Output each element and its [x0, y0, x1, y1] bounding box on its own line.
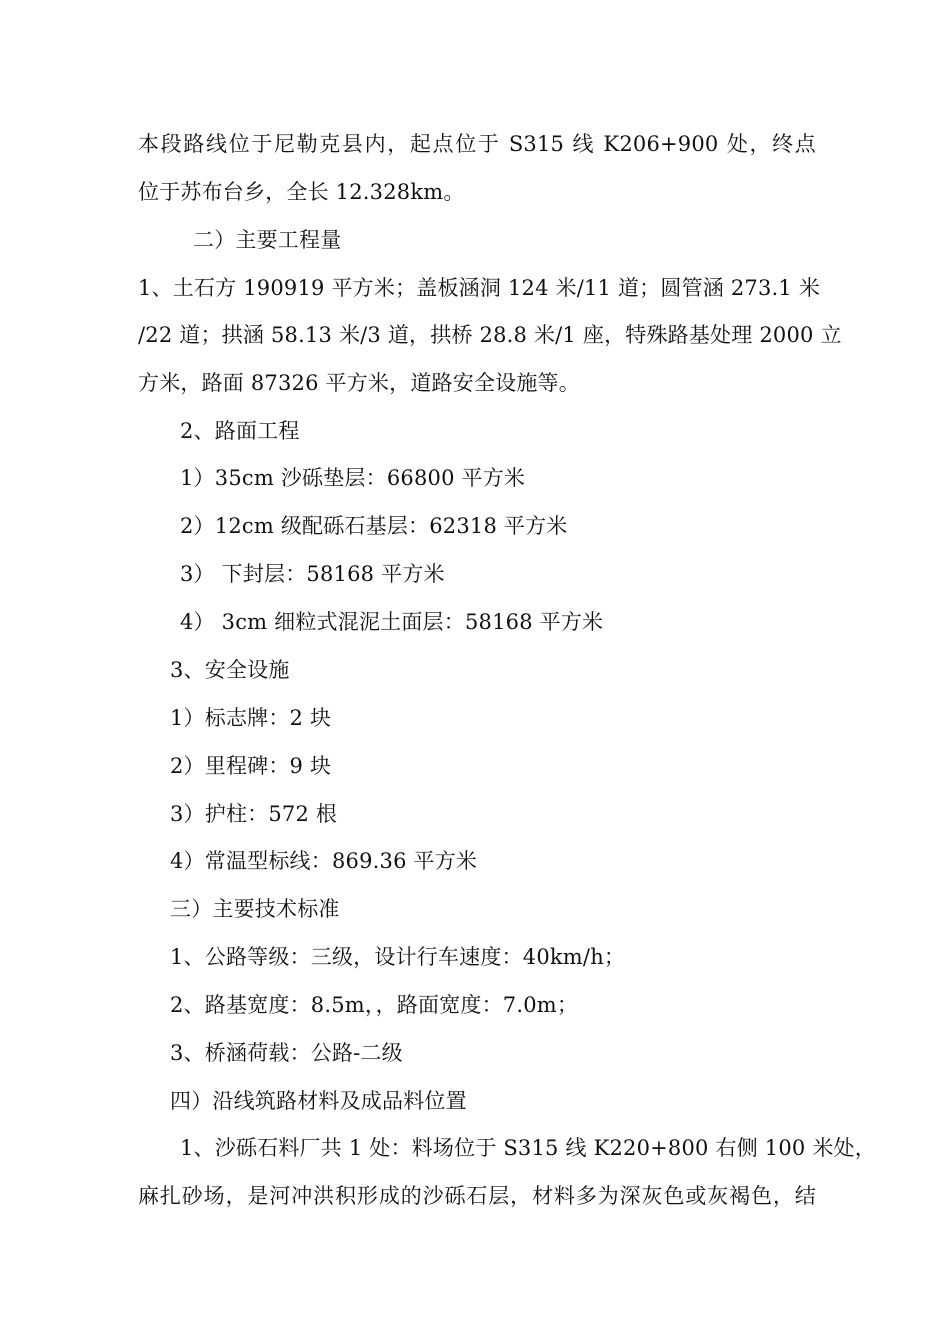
quantities-item-1-line-2: /22 道；拱涵 58.13 米/3 道，拱桥 28.8 米/1 座，特殊路基处理 2000 立: [138, 323, 842, 347]
safety-item-3: 3）护柱：572 根: [170, 802, 338, 826]
paragraph-route-intro-line-1: 本段路线位于尼勒克县内，起点位于 S315 线 K206+900 处，终点: [138, 132, 816, 156]
standards-item-3: 3、桥涵荷载：公路-二级: [170, 1041, 403, 1065]
pavement-item-3: 3） 下封层：58168 平方米: [180, 562, 445, 586]
pavement-item-4: 4） 3cm 细粒式混泥土面层：58168 平方米: [180, 610, 604, 634]
section-heading-technical-standards: 三）主要技术标准: [170, 897, 340, 921]
section-heading-main-quantities: 二）主要工程量: [193, 228, 342, 252]
subheading-pavement-works: 2、路面工程: [180, 419, 300, 443]
pavement-item-2: 2）12cm 级配砾石基层：62318 平方米: [180, 514, 568, 538]
standards-item-2: 2、路基宽度：8.5m，，路面宽度：7.0m；: [170, 993, 579, 1017]
safety-item-4: 4）常温型标线：869.36 平方米: [170, 849, 478, 873]
standards-item-1: 1、公路等级：三级，设计行车速度：40km/h；: [170, 945, 626, 969]
safety-item-2: 2）里程碑：9 块: [170, 754, 332, 778]
quantities-item-1-line-3: 方米，路面 87326 平方米，道路安全设施等。: [138, 371, 580, 395]
pavement-item-1: 1）35cm 沙砾垫层：66800 平方米: [180, 466, 526, 490]
subheading-safety-facilities: 3、安全设施: [170, 658, 290, 682]
materials-item-1-line-1: 1、沙砾石料厂共 1 处：料场位于 S315 线 K220+800 右侧 100 米处，: [180, 1136, 876, 1160]
safety-item-1: 1）标志牌：2 块: [170, 706, 332, 730]
paragraph-route-intro-line-2: 位于苏布台乡，全长 12.328km。: [138, 180, 465, 204]
quantities-item-1-line-1: 1、土石方 190919 平方米；盖板涵洞 124 米/11 道；圆管涵 273.1 米: [138, 276, 821, 300]
section-heading-materials: 四）沿线筑路材料及成品料位置: [170, 1089, 467, 1113]
materials-item-1-line-2: 麻扎砂场，是河冲洪积形成的沙砾石层，材料多为深灰色或灰褐色，结: [138, 1184, 816, 1208]
